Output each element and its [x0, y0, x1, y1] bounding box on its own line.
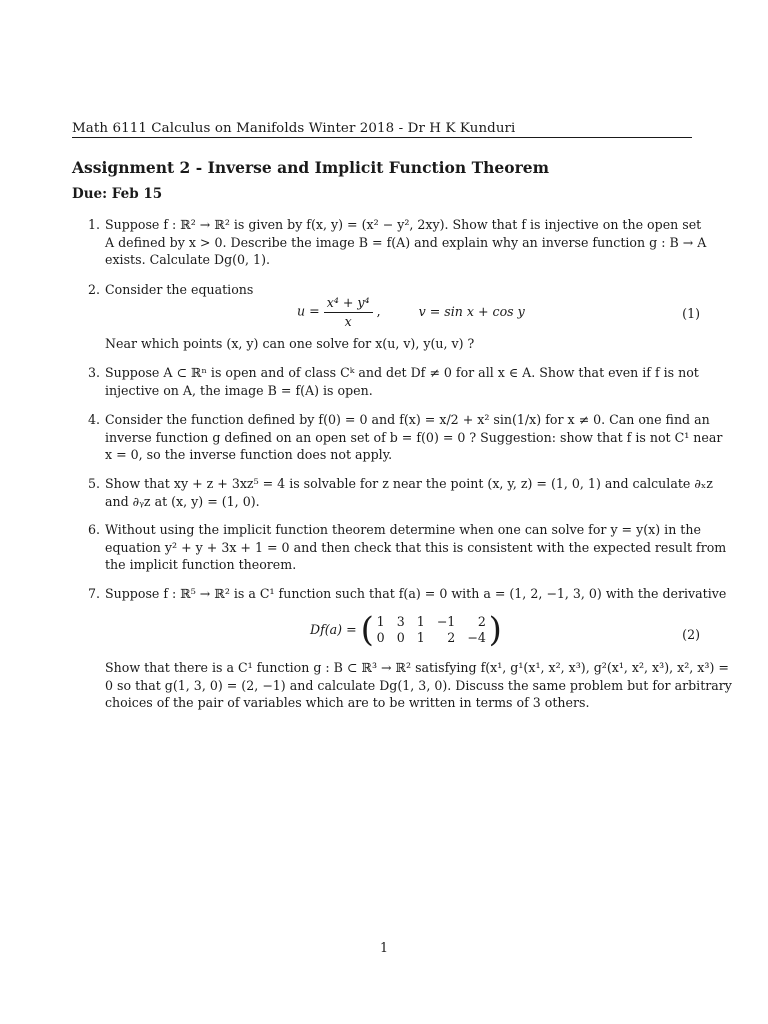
- equation-1: [297, 294, 525, 330]
- problem-text-line: injective on A, the image B = f(A) is open.: [105, 382, 373, 398]
- problem-number: 4.: [88, 412, 101, 427]
- problem-text-line: the implicit function theorem.: [105, 557, 297, 573]
- equation-comma: ,: [376, 303, 381, 319]
- assignment-title: Assignment 2 - Inverse and Implicit Function Theorem: [72, 158, 549, 177]
- matrix-cell: 0: [396, 630, 405, 645]
- problem-number: 6.: [88, 522, 101, 537]
- problem-text-line: Show that there is a C¹ function g : B ⊂ ℝ³ → ℝ² satisfying f(x¹, g¹(x¹, x², x³), g²(x¹, x², x³), x², x³) =: [105, 660, 729, 675]
- matrix-cell: −1: [436, 614, 456, 629]
- problem-text-line: Near which points (x, y) can one solve for x(u, v), y(u, v) ?: [105, 336, 475, 351]
- equation-2: [310, 610, 502, 650]
- problem-text-line: Suppose f : ℝ² → ℝ² is given by f(x, y) = (x² − y², 2xy). Show that f is injective on the open set: [105, 217, 702, 232]
- problem-2: [88, 281, 700, 371]
- equation-fraction: [324, 294, 373, 330]
- problem-text-line: Suppose f : ℝ⁵ → ℝ² is a C¹ function such that f(a) = 0 with a = (1, 2, −1, 3, 0) with the derivative: [105, 586, 727, 601]
- matrix-row: [371, 630, 492, 646]
- matrix-cell: 1: [416, 614, 425, 629]
- problem-text-line: equation y² + y + 3x + 1 = 0 and then check that this is consistent with the expected result from: [105, 539, 727, 555]
- problem-number: 7.: [88, 586, 101, 601]
- fraction-numerator: x⁴ + y⁴: [324, 294, 373, 313]
- problem-text-line: exists. Calculate Dg(0, 1).: [105, 252, 270, 268]
- matrix-cell: 1: [416, 630, 425, 645]
- equation-tag: (2): [682, 627, 700, 642]
- problem-text-line: Consider the equations: [105, 282, 254, 297]
- problem-text-line: Without using the implicit function theorem determine when one can solve for y = y(x) in the: [105, 522, 701, 537]
- matrix-cell: −4: [467, 630, 486, 645]
- problem-number: 3.: [88, 365, 101, 380]
- equation-tag: (1): [682, 306, 700, 321]
- problem-text-line: inverse function g defined on an open set of b = f(0) = 0 ? Suggestion: show that f is not C¹ near: [105, 429, 723, 445]
- fraction-denominator: x: [344, 313, 352, 329]
- matrix-table: [371, 614, 492, 646]
- matrix-cell: 2: [477, 614, 486, 629]
- problem-text-line: Consider the function defined by f(0) = 0 and f(x) = x/2 + x² sin(1/x) for x ≠ 0. Can one find an: [105, 412, 710, 427]
- problem-text-line: choices of the pair of variables which are to be written in terms of 3 others.: [105, 695, 590, 711]
- problem-text-line: Show that xy + z + 3xz⁵ = 4 is solvable for z near the point (x, y, z) = (1, 0, 1) and calculate ∂ₓz: [105, 476, 713, 491]
- matrix-cell: 3: [396, 614, 405, 629]
- course-header: Math 6111 Calculus on Manifolds Winter 2018 - Dr H K Kunduri: [72, 121, 692, 138]
- equation-u-lhs: u =: [297, 303, 320, 319]
- page-number: 1: [379, 940, 388, 955]
- matrix-cell: 2: [447, 630, 456, 645]
- matrix-cell: 0: [376, 630, 385, 645]
- equation-v: v = sin x + cos y: [418, 303, 525, 319]
- due-date: Due: Feb 15: [72, 186, 163, 202]
- problem-7: [88, 585, 732, 715]
- derivative-matrix: ( 1 3 1 −1 2 0 0 1 2 −4 ): [360, 610, 502, 650]
- problem-number: 2.: [88, 282, 101, 297]
- problem-text-line: A defined by x > 0. Describe the image B = f(A) and explain why an inverse function g : B → A: [105, 234, 707, 250]
- problem-number: 1.: [88, 217, 101, 232]
- problem-text-line: 0 so that g(1, 3, 0) = (2, −1) and calculate Dg(1, 3, 0). Discuss the same problem but for arbitrary: [105, 677, 732, 693]
- matrix-lhs: Df(a) =: [310, 622, 357, 638]
- matrix-row: [371, 614, 492, 630]
- problem-text-line: x = 0, so the inverse function does not apply.: [105, 447, 393, 463]
- problem-text-line: and ∂ᵧz at (x, y) = (1, 0).: [105, 493, 260, 509]
- problem-text-line: Suppose A ⊂ ℝⁿ is open and of class Cᵏ and det Df ≠ 0 for all x ∈ A. Show that even if f is not: [105, 365, 699, 380]
- problem-number: 5.: [88, 476, 101, 491]
- matrix-cell: 1: [376, 614, 385, 629]
